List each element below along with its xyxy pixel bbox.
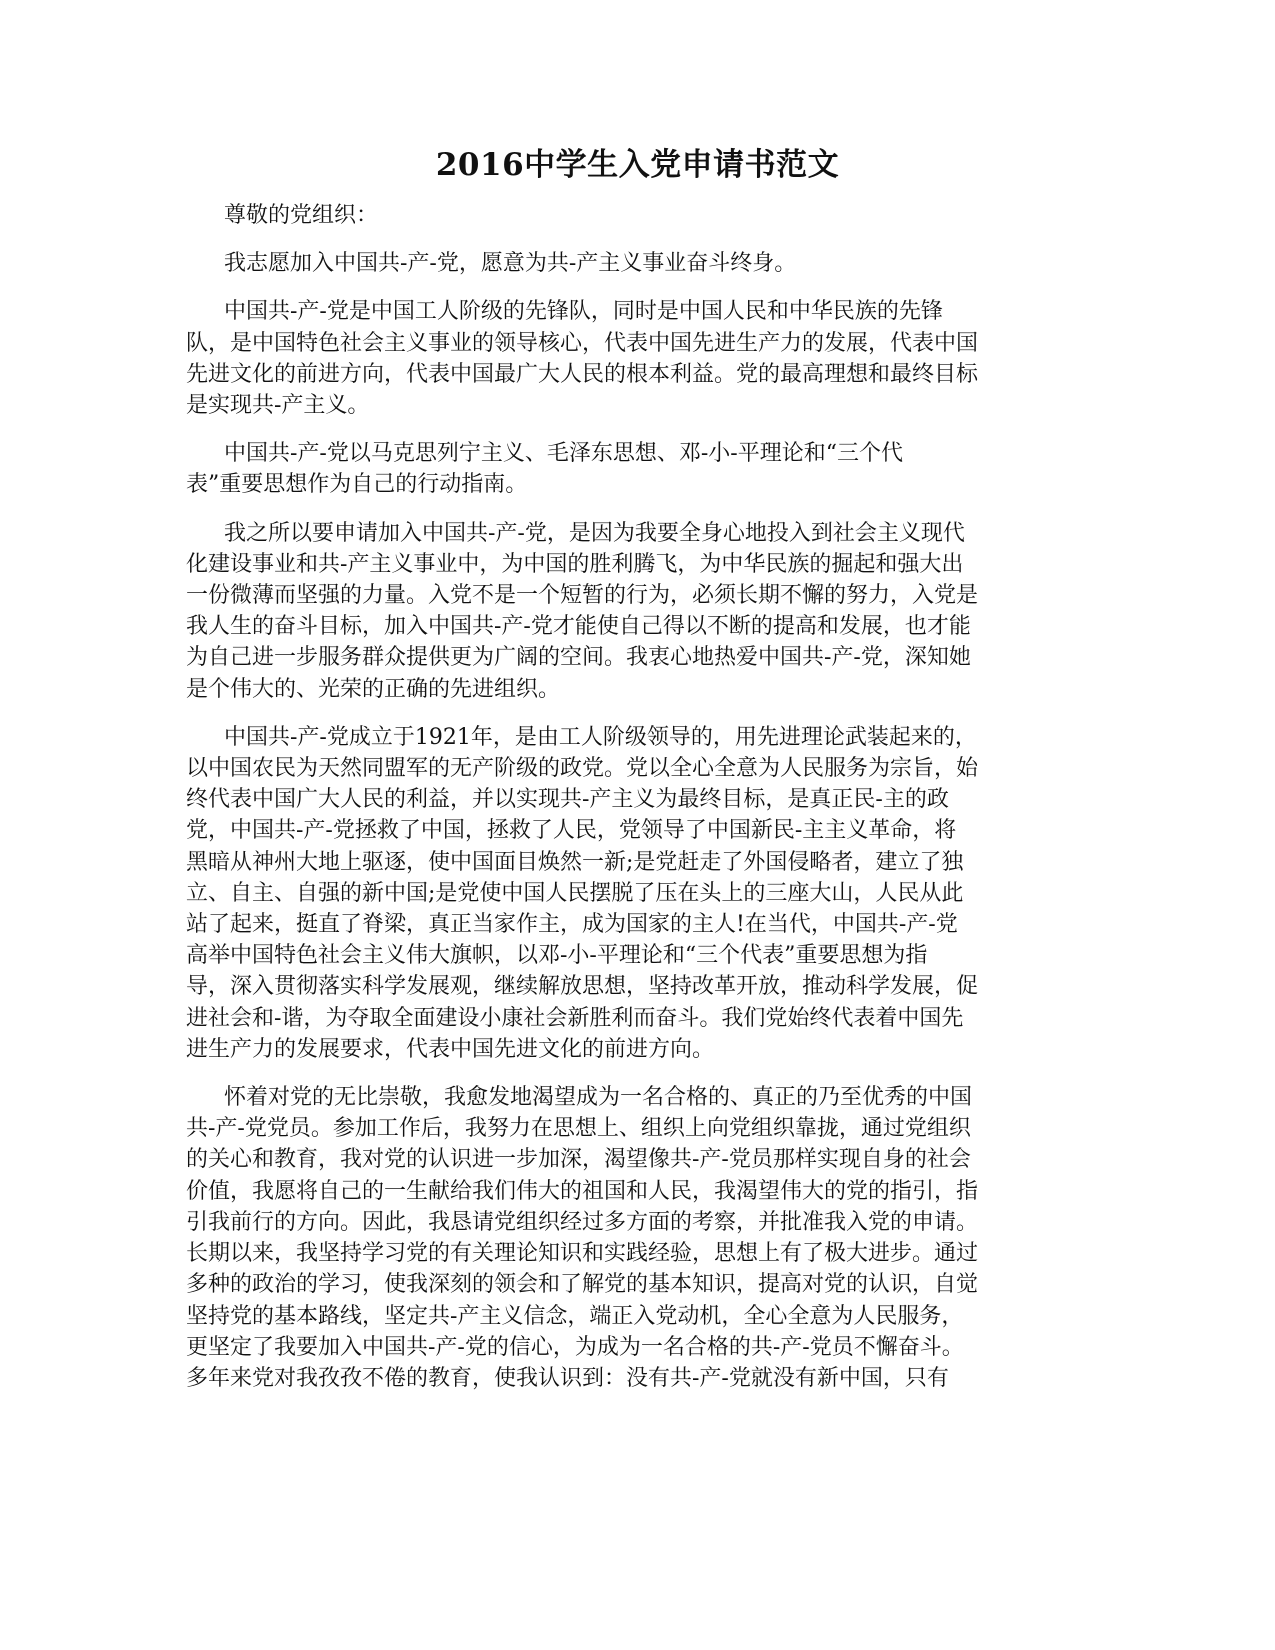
paragraph-party-nature: 中国共-产-党是中国工人阶级的先锋队，同时是中国人民和中华民族的先锋 队，是中国特色社会主义事业的领导核心，代表中国先进生产力的发展，代表中国 先进文化的前进方向，代表中国最广大人民的根本利益。党的最高理想和最终目标 是实现共-产主义。: [186, 299, 979, 419]
paragraph-motivation: 我之所以要申请加入中国共-产-党，是因为我要全身心地投入到社会主义现代 化建设事业和共-产主义事业中，为中国的胜利腾飞，为中华民族的掘起和强大出 一份微薄而坚强的力量。入党不是一个短暂的行为，必须长期不懈的努力，入党是 我人生的奋斗目标，加入中国共-产-党才能使自己得以不断的提高和发展，也才能 为自己进一步服务群众提供更为广阔的空间。我衷心地热爱中国共-产-党，深知她 是个伟大的、光荣的正确的先进组织。: [186, 520, 979, 702]
paragraph-guiding-ideology: 中国共-产-党以马克思列宁主义、毛泽东思想、邓-小-平理论和“三个代 表”重要思想作为自己的行动指南。: [186, 441, 903, 498]
document-title: 2016中学生入党申请书范文: [435, 147, 840, 183]
paragraph-personal-aspiration: 怀着对党的无比崇敬，我愈发地渴望成为一名合格的、真正的乃至优秀的中国 共-产-党党员。参加工作后，我努力在思想上、组织上向党组织靠拢，通过党组织 的关心和教育，我对党的认识进一步加深，渴望像共-产-党员那样实现自身的社会 价值，我愿将自己的一生献给我们伟大的祖国和人民，我渴望伟大的党的指引，指 引我前行的方向。因此，我恳请党组织经过多方面的考察，并批准我入党的申请。 长期以来，我坚持学习党的有关理论知识和实践经验，思想上有了极大进步。通过 多种的政治的学习，使我深刻的领会和了解党的基本知识，提高对党的认识，自觉 坚持党的基本路线，坚定共-产主义信念，端正入党动机，全心全意为人民服务， 更坚定了我要加入中国共-产-党的信心，为成为一名合格的共-产-党员不懈奋斗。 多年来党对我孜孜不倦的教育，使我认识到：没有共-产-党就没有新中国，只有: [186, 1085, 979, 1391]
document-body: [186, 200, 1066, 1411]
paragraph-party-history: 中国共-产-党成立于1921年，是由工人阶级领导的，用先进理论武装起来的， 以中国农民为天然同盟军的无产阶级的政党。党以全心全意为人民服务为宗旨，始 终代表中国广大人民的利益，并以实现共-产主义为最终目标，是真正民-主的政 党，中国共-产-党拯救了中国，拯救了人民，党领导了中国新民-主主义革命，将 黑暗从神州大地上驱逐，使中国面目焕然一新;是党赶走了外国侵略者，建立了独 立、自主、自强的新中国;是党使中国人民摆脱了压在头上的三座大山，人民从此 站了起来，挺直了脊梁，真正当家作主，成为国家的主人!在当代，中国共-产-党 高举中国特色社会主义伟大旗帜，以邓-小-平理论和“三个代表”重要思想为指 导，深入贯彻落实科学发展观，继续解放思想，坚持改革开放，推动科学发展，促 进社会和-谐，为夺取全面建设小康社会新胜利而奋斗。我们党始终代表着中国先 进生产力的发展要求，代表中国先进文化的前进方向。: [186, 724, 979, 1062]
paragraph-pledge: 我志愿加入中国共-产-党，愿意为共-产主义事业奋斗终身。: [224, 251, 797, 277]
salutation: 尊敬的党组织：: [224, 203, 379, 228]
